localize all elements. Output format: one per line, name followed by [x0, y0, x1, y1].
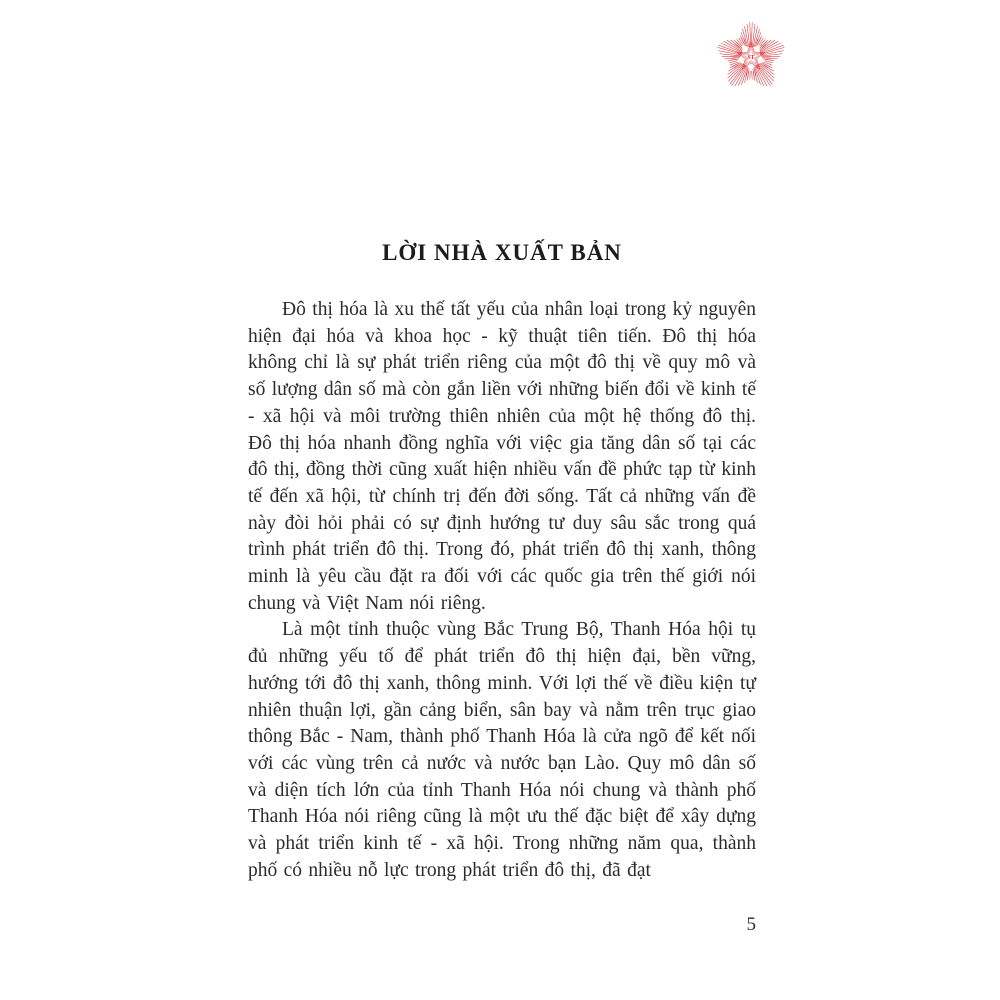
logo-monogram: ST [747, 55, 755, 62]
star-burst-emblem-icon [714, 20, 788, 94]
body-text [248, 297, 756, 884]
page-title: LỜI NHÀ XUẤT BẢN [382, 240, 622, 266]
paragraph-1: Đô thị hóa là xu thế tất yếu của nhân loại trong kỷ nguyên hiện đại hóa và khoa học - kỹ thuật tiên tiến. Đô thị hóa không chỉ là sự phát triển riêng của một đô thị về quy mô và số lượng dân số mà còn gắn liền với những biến đổi về kinh tế - xã hội và môi trường thiên nhiên của một hệ thống đô thị. Đô thị hóa nhanh đồng nghĩa với việc gia tăng dân số tại các đô thị, đồng thời cũng xuất hiện nhiều vấn đề phức tạp từ kinh tế đến xã hội, từ chính trị đến đời sống. Tất cả những vấn đề này đòi hỏi phải có sự định hướng tư duy sâu sắc trong quá trình phát triển đô thị. Trong đó, phát triển đô thị xanh, thông minh là yêu cầu đặt ra đối với các quốc gia trên thế giới nói chung và Việt Nam nói riêng. [248, 299, 756, 614]
paragraph-2: Là một tỉnh thuộc vùng Bắc Trung Bộ, Thanh Hóa hội tụ đủ những yếu tố để phát triển đô thị hiện đại, bền vững, hướng tới đô thị xanh, thông minh. Với lợi thế về điều kiện tự nhiên thuận lợi, gần cảng biển, sân bay và nằm trên trục giao thông Bắc - Nam, thành phố Thanh Hóa là cửa ngõ để kết nối với các vùng trên cả nước và nước bạn Lào. Quy mô dân số và diện tích lớn của tỉnh Thanh Hóa nói chung và thành phố Thanh Hóa nói riêng cũng là một ưu thế đặc biệt để xây dựng và phát triển kinh tế - xã hội. Trong những năm qua, thành phố có nhiều nỗ lực trong phát triển đô thị, đã đạt [248, 619, 756, 881]
page-number: 5 [746, 914, 756, 935]
publisher-star-logo [714, 20, 788, 94]
